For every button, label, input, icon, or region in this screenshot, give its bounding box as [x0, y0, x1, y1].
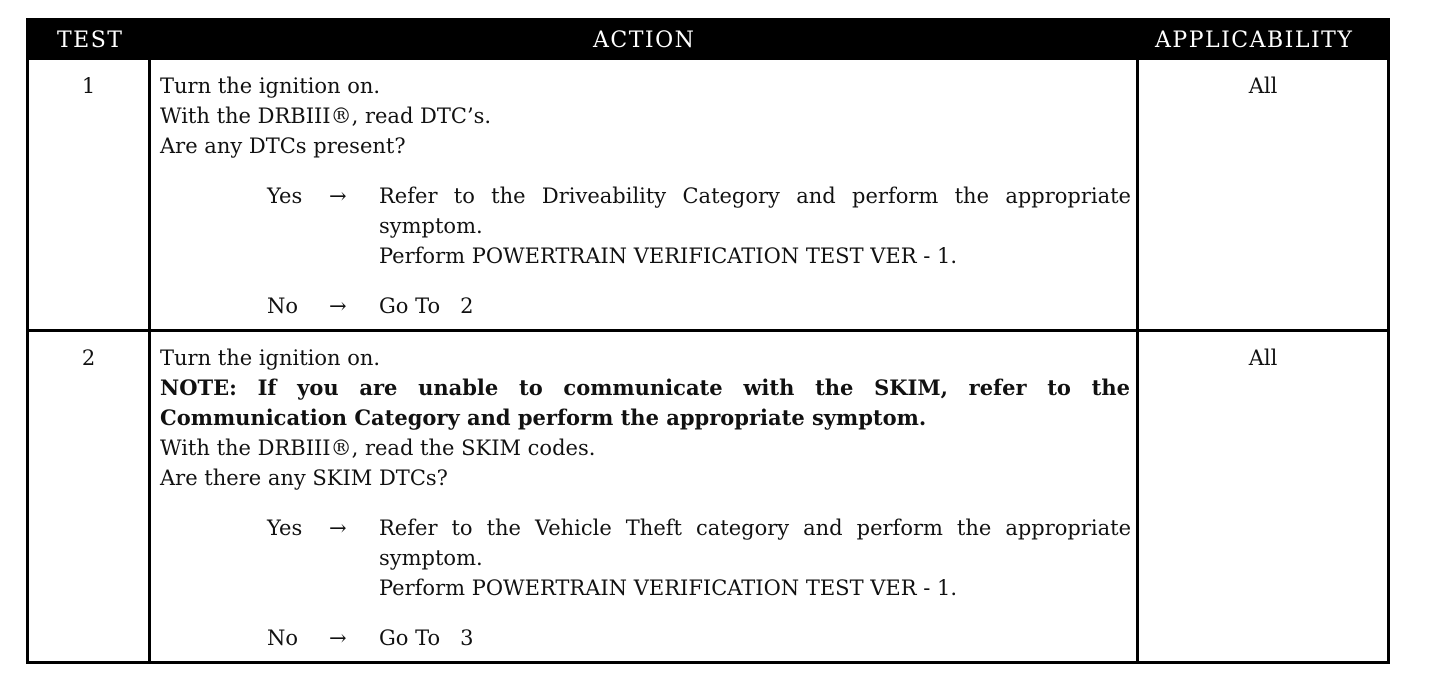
test-number: 2 — [81, 346, 96, 370]
action-line: Are there any SKIM DTCs? — [160, 466, 448, 490]
note-line: Communication Category and perform the appropriate symptom. — [160, 405, 927, 430]
header-applicability: APPLICABILITY — [1155, 28, 1354, 53]
row-divider — [29, 329, 1387, 332]
no-action: Go To 2 — [379, 294, 474, 318]
test-number: 1 — [81, 74, 96, 98]
right-arrow-icon: → — [329, 294, 347, 318]
yes-label: Yes — [267, 184, 303, 208]
action-line: With the DRBIII®, read DTC’s. — [160, 104, 492, 128]
applicability-value: All — [1248, 74, 1278, 98]
action-line: Turn the ignition on. — [160, 74, 381, 98]
note-line: NOTE: If you are unable to communicate with the SKIM, refer to the — [160, 375, 1130, 400]
table-header — [29, 21, 1387, 60]
right-arrow-icon: → — [329, 184, 347, 208]
action-line: Are any DTCs present? — [160, 134, 406, 158]
header-action: ACTION — [593, 28, 696, 53]
diagnostic-test-table — [26, 18, 1390, 664]
yes-action-line: Perform POWERTRAIN VERIFICATION TEST VER - 1. — [379, 576, 958, 600]
no-label: No — [267, 626, 299, 650]
no-label: No — [267, 294, 299, 318]
column-divider — [148, 60, 151, 661]
yes-action-line: Perform POWERTRAIN VERIFICATION TEST VER - 1. — [379, 244, 958, 268]
right-arrow-icon: → — [329, 516, 347, 540]
yes-action-line: Refer to the Driveability Category and perform the appropriate — [379, 184, 1131, 208]
no-action: Go To 3 — [379, 626, 474, 650]
yes-action-line: symptom. — [379, 214, 483, 238]
applicability-value: All — [1248, 346, 1278, 370]
header-test: TEST — [57, 28, 124, 53]
yes-action-line: symptom. — [379, 546, 483, 570]
action-line: With the DRBIII®, read the SKIM codes. — [160, 436, 596, 460]
yes-label: Yes — [267, 516, 303, 540]
yes-action-line: Refer to the Vehicle Theft category and perform the appropriate — [379, 516, 1131, 540]
right-arrow-icon: → — [329, 626, 347, 650]
action-line: Turn the ignition on. — [160, 346, 381, 370]
